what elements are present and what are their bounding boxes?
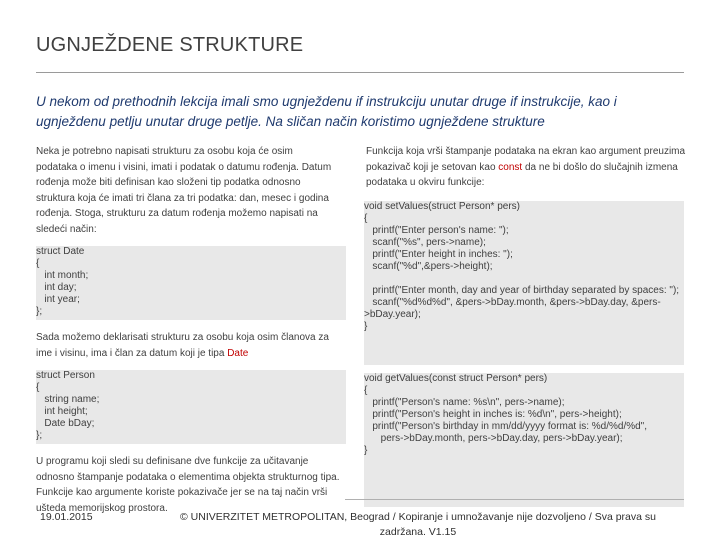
footer-copyright: © UNIVERZITET METROPOLITAN, Beograd / Kopiranje i umnožavanje nije dozvoljeno / Sva prava su zadržana. V1.15 <box>180 511 656 538</box>
code-set-values: void setValues(struct Person* pers) { printf("Enter person's name: "); scanf("%s", pers->name); printf("Enter height in inches: "); scanf("%d",&pers->height); printf("Enter month, day and year of birthday separated by spaces: "); scanf("%d%d%d", &pers->bDay.month, &pers->bDay.day, &pers->bDay.year); } <box>364 201 684 365</box>
slide-subtitle: U nekom od prethodnih lekcija imali smo ugnježdenu if instrukciju unutar druge if instrukcije, kao i ugnježdenu petlju unutar druge petlje. Na sličan način koristimo ugnježdene strukture <box>36 94 617 129</box>
code-struct-person: struct Person { string name; int height; Date bDay; }; <box>36 370 346 444</box>
paragraph-2-text: Sada možemo deklarisati strukturu za osobu koja osim članova za ime i visinu, ima i član za datum koji je tipa <box>36 332 329 359</box>
keyword-date: Date <box>227 347 249 359</box>
code-get-values: void getValues(const struct Person* pers) { printf("Person's name: %s\n", pers->name); printf("Person's height in inches is: %d\n", pers->height); printf("Person's birthday in mm/dd/yyyy format is: %d/%d/%d", pers->bDay.month, pers->bDay.day, pers->bDay.year); } <box>364 373 684 507</box>
title-divider <box>36 72 684 73</box>
left-paragraph-2 <box>36 330 346 361</box>
right-paragraph-1-post: da ne bi došlo do slučajnih izmena podataka u okviru funkcije: <box>366 161 678 188</box>
right-paragraph-1 <box>366 144 686 191</box>
left-paragraph-3: U programu koji sledi su definisane dve funkcije za učitavanje odnosno štampanje podataka o elementima objekta strukturnog tipa. Funkcije kao argumente koriste pokazivače jer se na taj način vrši ušteda memorijskog prostora. <box>36 456 340 514</box>
right-paragraph-1-pre: Funkcija koja vrši štampanje podataka na ekran kao argument preuzima pokazivač koji je setovan kao <box>366 146 686 173</box>
left-paragraph-1: Neka je potrebno napisati strukturu za osobu koja će osim podataka o imenu i visini, imati i podatak o datumu rođenja. Datum rođenja može biti definisan kao složeni tip podatka odnosno struktura koja će imati tri člana za tri podatka: dan, mesec i godina rođenja. Stoga, strukturu za datum rođenja možemo napisati na sledeći način: <box>36 146 332 235</box>
slide-title: UGNJEŽDENE STRUKTURE <box>36 34 304 56</box>
footer-divider <box>345 499 684 500</box>
footer-date: 19.01.2015 <box>40 511 93 523</box>
keyword-const: const <box>498 161 523 173</box>
code-struct-date: struct Date { int month; int day; int year; }; <box>36 246 346 320</box>
